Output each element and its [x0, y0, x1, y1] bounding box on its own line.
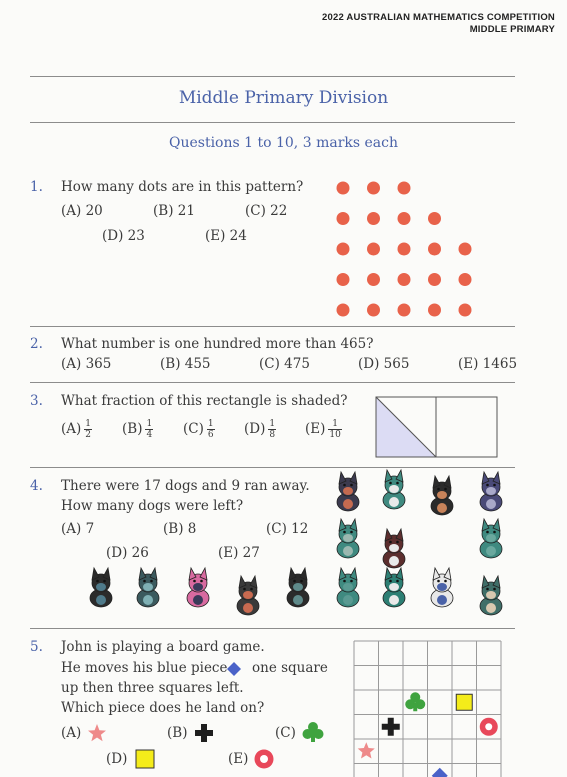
- numerator: 1: [85, 419, 92, 429]
- dot: [337, 304, 350, 317]
- q2-option-d: (D) 565: [358, 356, 410, 372]
- dot: [367, 182, 380, 195]
- denominator: 8: [269, 430, 276, 440]
- q3-option-e: [305, 419, 342, 440]
- dog-icon: [480, 472, 502, 511]
- q5-option-c: (C): [275, 725, 296, 741]
- q1-option-a: (A) 20: [61, 203, 103, 219]
- q1-option-e: (E) 24: [205, 228, 247, 244]
- numerator: 1: [269, 419, 276, 429]
- header-line-2: MIDDLE PRIMARY: [469, 24, 555, 35]
- dot: [459, 273, 472, 286]
- dot: [337, 212, 350, 225]
- fraction: [207, 419, 215, 440]
- yellow-square-icon: [135, 749, 155, 769]
- q4-option-c: (C) 12: [266, 521, 309, 537]
- blue-diamond-icon: [226, 661, 242, 677]
- dog-icon: [237, 576, 259, 615]
- dot: [367, 212, 380, 225]
- pink-star-icon: [358, 742, 375, 758]
- numerator: 1: [146, 419, 153, 429]
- dot: [428, 273, 441, 286]
- q5-text-2: He moves his blue piece: [61, 660, 228, 676]
- q1-option-c: (C) 22: [245, 203, 288, 219]
- divider: [30, 122, 515, 123]
- q1-text: How many dots are in this pattern?: [61, 179, 304, 195]
- q3-rectangle: [374, 395, 499, 459]
- dog-icon: [337, 568, 359, 607]
- header-line-1: 2022 AUSTRALIAN MATHEMATICS COMPETITION: [322, 12, 555, 23]
- option-label: (D): [244, 421, 266, 437]
- dog-icon: [337, 472, 359, 511]
- black-cross-icon: [194, 723, 214, 743]
- q5-option-e: (E): [228, 751, 249, 767]
- green-club-icon: [405, 692, 425, 711]
- dog-icon: [431, 568, 453, 607]
- q1-option-d: (D) 23: [102, 228, 145, 244]
- dog-icon: [431, 476, 453, 515]
- dog-icon: [383, 529, 405, 568]
- q2-option-c: (C) 475: [259, 356, 310, 372]
- option-label: (E): [305, 421, 326, 437]
- q2-option-a: (A) 365: [61, 356, 112, 372]
- q4-option-b: (B) 8: [163, 521, 197, 537]
- q3-option-b: [122, 419, 153, 440]
- dog-icon: [337, 519, 359, 558]
- dot: [398, 304, 411, 317]
- yellow-square-icon: [456, 694, 472, 710]
- q5-option-a: (A): [61, 725, 82, 741]
- denominator: 4: [146, 430, 153, 440]
- numerator: 1: [328, 419, 341, 430]
- fraction: [328, 419, 341, 440]
- black-cross-icon: [382, 718, 400, 736]
- numerator: 1: [207, 419, 214, 429]
- dot: [367, 304, 380, 317]
- denominator: 10: [329, 430, 341, 440]
- dog-icon: [187, 568, 209, 607]
- dot: [428, 212, 441, 225]
- section-title: Questions 1 to 10, 3 marks each: [168, 135, 398, 151]
- dot: [367, 273, 380, 286]
- green-club-icon: [302, 721, 324, 743]
- q4-number: 4.: [30, 478, 43, 494]
- option-label: (B): [122, 421, 143, 437]
- fraction: [84, 419, 92, 440]
- dot: [398, 182, 411, 195]
- q5-game-board: [352, 637, 512, 777]
- pink-star-icon: [87, 723, 107, 743]
- dot: [337, 182, 350, 195]
- divider: [30, 326, 515, 327]
- dot: [337, 243, 350, 256]
- fraction: [268, 419, 276, 440]
- q5-option-d: (D): [106, 751, 128, 767]
- dot: [398, 273, 411, 286]
- q5-text-4: Which piece does he land on?: [61, 700, 265, 716]
- q4-option-d: (D) 26: [106, 545, 149, 561]
- red-ring-icon: [253, 748, 275, 770]
- option-label: (C): [183, 421, 204, 437]
- q4-text-1: There were 17 dogs and 9 ran away.: [61, 478, 310, 494]
- divider: [30, 76, 515, 77]
- q5-option-b: (B): [167, 725, 188, 741]
- dot: [459, 304, 472, 317]
- q4-text-2: How many dogs were left?: [61, 498, 244, 514]
- q1-number: 1.: [30, 179, 43, 195]
- dog-icon: [137, 568, 159, 607]
- dog-icon: [383, 470, 405, 509]
- q2-option-e: (E) 1465: [458, 356, 518, 372]
- q3-option-d: [244, 419, 276, 440]
- fraction: [145, 419, 153, 440]
- q2-number: 2.: [30, 336, 43, 352]
- divider: [30, 382, 515, 383]
- q4-option-e: (E) 27: [218, 545, 260, 561]
- dot: [428, 304, 441, 317]
- competition-header: [322, 12, 555, 36]
- q1-dot-pattern: [330, 175, 480, 320]
- dot: [367, 243, 380, 256]
- denominator: 6: [207, 430, 214, 440]
- dog-icon: [383, 568, 405, 607]
- denominator: 2: [85, 430, 92, 440]
- dog-icon: [480, 576, 502, 615]
- q5-text-3: up then three squares left.: [61, 680, 244, 696]
- dog-icon: [90, 568, 112, 607]
- dog-icon: [287, 568, 309, 607]
- q2-text: What number is one hundred more than 465?: [61, 336, 374, 352]
- divider: [30, 628, 515, 629]
- dot: [337, 273, 350, 286]
- dot: [428, 243, 441, 256]
- q3-number: 3.: [30, 393, 43, 409]
- q4-dog-pictures: [0, 465, 567, 625]
- division-title: Middle Primary Division: [178, 88, 389, 108]
- dot: [459, 243, 472, 256]
- q1-option-b: (B) 21: [153, 203, 195, 219]
- dot: [398, 212, 411, 225]
- blue-diamond-icon: [432, 768, 448, 777]
- q2-option-b: (B) 455: [160, 356, 211, 372]
- q5-text-1: John is playing a board game.: [61, 639, 265, 655]
- q3-option-c: [183, 419, 215, 440]
- dog-icon: [480, 519, 502, 558]
- q5-text-2b: one square: [252, 660, 328, 676]
- ring-hole: [485, 723, 492, 730]
- q3-text: What fraction of this rectangle is shaded?: [61, 393, 348, 409]
- q5-number: 5.: [30, 639, 43, 655]
- dot: [398, 243, 411, 256]
- q3-option-a: [61, 419, 92, 440]
- q4-option-a: (A) 7: [61, 521, 95, 537]
- option-label: (A): [61, 421, 82, 437]
